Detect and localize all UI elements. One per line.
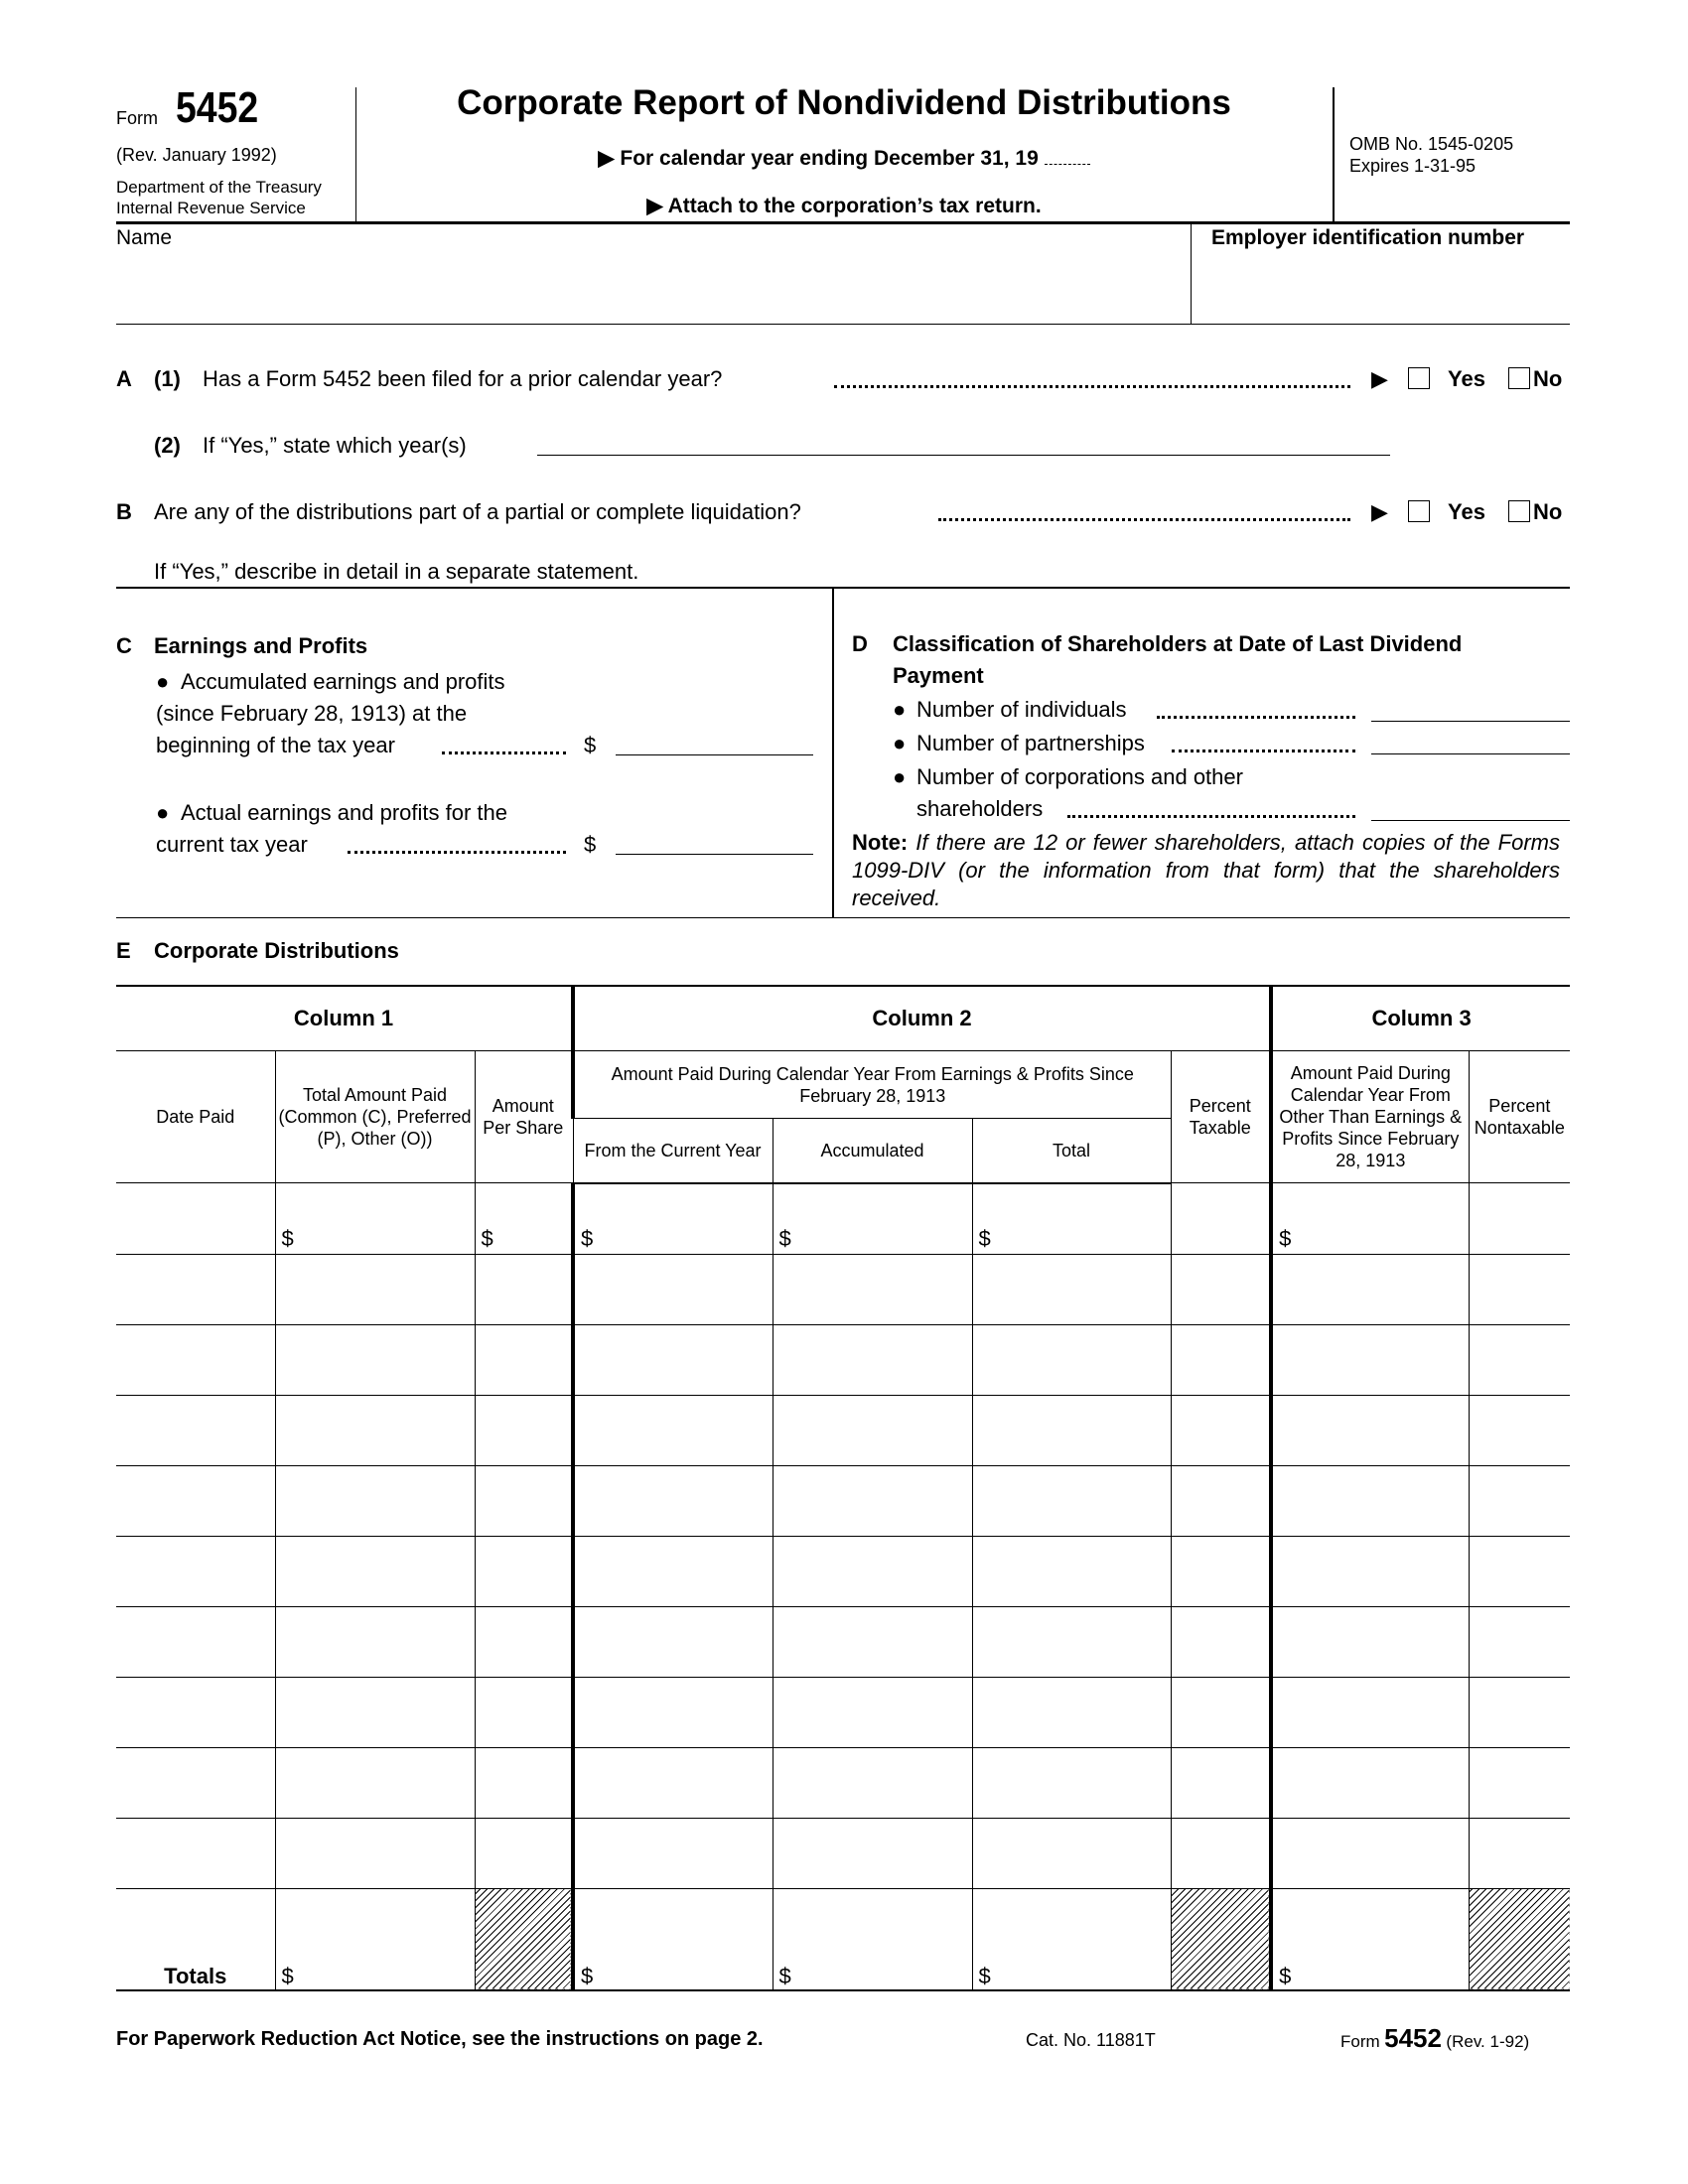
header-accumulated: Accumulated [773,1119,972,1183]
amount-other-cell[interactable] [1271,1254,1469,1324]
calendar-year-line [355,146,1333,171]
percent-nontaxable-cell[interactable] [1469,1677,1570,1747]
calendar-year-text: For calendar year ending December 31, 19 [620,147,1039,170]
header-percent-nontaxable: Percent Nontaxable [1469,1051,1570,1183]
accumulated-cell[interactable] [773,1324,972,1395]
amount-per-share-cell[interactable] [475,1254,573,1324]
section-a-letter: A [116,366,132,391]
revision: (Rev. January 1992) [116,145,277,165]
amount-per-share-cell[interactable] [475,1747,573,1818]
header-divider-right [1333,87,1335,222]
footer-form-label: Form [1340,2032,1380,2051]
c-leader-dots [442,751,566,754]
current-year-cell[interactable] [573,1395,773,1465]
amount-per-share-cell[interactable]: $ [475,1183,573,1255]
percent-nontaxable-cell[interactable] [1469,1606,1570,1677]
accumulated-cell[interactable] [773,1747,972,1818]
bullet-icon: ● [893,764,907,789]
d-item3-line1: Number of corporations and other [916,764,1243,789]
accumulated-cell[interactable] [773,1818,972,1888]
d-item1: Number of individuals [916,697,1127,722]
amount-other-cell[interactable]: $ [1271,1183,1469,1255]
c-item1-dollar: $ [584,733,597,757]
accumulated-total[interactable]: $ [773,1888,972,1990]
percent-nontaxable-cell[interactable] [1469,1536,1570,1606]
amount-other-total[interactable]: $ [1271,1888,1469,1990]
arrow-right-icon: ▶ [1371,366,1388,391]
accumulated-cell[interactable] [773,1465,972,1536]
hatched-cell [1171,1888,1271,1990]
total-ep-cell[interactable] [972,1395,1171,1465]
table-row [116,1395,1570,1465]
attach-text: Attach to the corporation’s tax return. [667,195,1042,217]
accumulated-cell[interactable]: $ [773,1183,972,1255]
date-paid-cell[interactable] [116,1677,275,1747]
section-e-title: Corporate Distributions [154,938,399,963]
amount-other-cell[interactable] [1271,1324,1469,1395]
amount-other-cell[interactable] [1271,1818,1469,1888]
total-ep-cell[interactable] [972,1536,1171,1606]
percent-nontaxable-cell[interactable] [1469,1254,1570,1324]
date-paid-cell[interactable] [116,1465,275,1536]
a1-no-checkbox[interactable] [1508,367,1530,389]
section-b-letter: B [116,499,132,524]
amount-per-share-cell[interactable] [475,1536,573,1606]
total-ep-cell[interactable] [972,1254,1171,1324]
department: Department of the Treasury [116,178,322,197]
header-total-amount-paid: Total Amount Paid (Common (C), Preferred (P), Other (O)) [275,1051,475,1183]
distributions-table [116,985,1570,1991]
ein-label: Employer identification number [1211,226,1525,249]
a2-question: If “Yes,” state which year(s) [203,433,467,458]
current-earnings-field[interactable] [616,834,813,855]
amount-other-cell[interactable] [1271,1747,1469,1818]
column3-header: Column 3 [1271,986,1570,1051]
total-ep-cell[interactable] [972,1606,1171,1677]
a1-yes-checkbox[interactable] [1408,367,1430,389]
b-leader-dots [938,518,1350,521]
hatched-cell [475,1888,573,1990]
b-yes-label: Yes [1448,499,1485,524]
total-amount-paid-cell[interactable]: $ [275,1183,475,1255]
accumulated-cell[interactable] [773,1395,972,1465]
hatched-cell [1469,1888,1570,1990]
d-leader-dots [1157,716,1355,719]
c-item1-line2: (since February 28, 1913) at the [156,701,468,726]
current-year-cell[interactable] [573,1536,773,1606]
amount-per-share-cell[interactable] [475,1324,573,1395]
b-note: If “Yes,” describe in detail in a separate statement. [154,559,639,584]
table-row [116,1254,1570,1324]
expiration: Expires 1-31-95 [1349,156,1477,176]
agency: Internal Revenue Service [116,199,306,217]
total-amount-paid-cell[interactable] [275,1536,475,1606]
d-item2: Number of partnerships [916,731,1145,755]
date-paid-cell[interactable] [116,1183,275,1255]
accumulated-cell[interactable] [773,1606,972,1677]
section-c-title: Earnings and Profits [154,633,368,658]
table-row [116,1324,1570,1395]
amount-per-share-cell[interactable] [475,1818,573,1888]
percent-taxable-cell[interactable] [1171,1465,1271,1536]
bullet-icon: ● [156,800,170,825]
bullet-icon: ● [893,731,907,755]
arrow-right-icon: ▶ [1371,499,1388,524]
table-row [116,1536,1570,1606]
total-amount-paid-total[interactable]: $ [275,1888,475,1990]
c-item2-line2: current tax year [156,832,308,857]
current-year-cell[interactable] [573,1606,773,1677]
c-leader-dots [348,851,566,854]
percent-taxable-cell[interactable] [1171,1183,1271,1255]
date-paid-cell[interactable] [116,1606,275,1677]
total-ep-cell[interactable]: $ [972,1183,1171,1255]
section-e-letter: E [116,938,131,963]
amount-per-share-cell[interactable] [475,1465,573,1536]
table-row [116,1677,1570,1747]
prior-years-field[interactable] [537,435,1390,456]
amount-other-cell[interactable] [1271,1536,1469,1606]
percent-taxable-cell[interactable] [1171,1747,1271,1818]
d-item3-line2: shareholders [916,796,1044,821]
a1-number: (1) [154,366,181,391]
date-paid-cell[interactable] [116,1395,275,1465]
form-number: 5452 [176,83,259,132]
b-question: Are any of the distributions part of a partial or complete liquidation? [154,499,801,524]
total-amount-paid-cell[interactable] [275,1324,475,1395]
amount-other-cell[interactable] [1271,1465,1469,1536]
c-item1-line3: beginning of the tax year [156,733,395,757]
individuals-count-field[interactable] [1371,701,1570,722]
total-ep-cell[interactable] [972,1747,1171,1818]
percent-taxable-cell[interactable] [1171,1818,1271,1888]
section-d-title-line1: Classification of Shareholders at Date of Last Dividend [893,631,1463,656]
percent-taxable-cell[interactable] [1171,1677,1271,1747]
c-item2-dollar: $ [584,832,597,857]
b-bottom-rule [116,587,1570,589]
column1-header: Column 1 [116,986,573,1051]
total-amount-paid-cell[interactable] [275,1465,475,1536]
table-row [116,1183,1570,1255]
bullet-icon: ● [156,669,170,694]
d-note [852,829,1560,912]
footer-form-number: 5452 [1384,2023,1442,2053]
d-note-label: Note: [852,830,909,855]
percent-taxable-cell[interactable] [1171,1324,1271,1395]
ein-field[interactable] [1192,224,1570,324]
form-title: Corporate Report of Nondividend Distributions [457,83,1231,122]
total-ep-cell[interactable] [972,1324,1171,1395]
amount-per-share-cell[interactable] [475,1606,573,1677]
percent-nontaxable-cell[interactable] [1469,1818,1570,1888]
amount-per-share-cell[interactable] [475,1395,573,1465]
header-percent-taxable: Percent Taxable [1171,1051,1271,1183]
b-yes-checkbox[interactable] [1408,500,1430,522]
name-field[interactable] [116,224,1191,324]
partnerships-count-field[interactable] [1371,734,1570,754]
amount-other-cell[interactable] [1271,1606,1469,1677]
table-row [116,1747,1570,1818]
date-paid-cell[interactable] [116,1747,275,1818]
column2-header: Column 2 [573,986,1271,1051]
cd-divider [832,588,834,918]
current-year-cell[interactable]: $ [573,1183,773,1255]
date-paid-cell[interactable] [116,1254,275,1324]
a1-yes-label: Yes [1448,366,1485,391]
date-paid-cell[interactable] [116,1324,275,1395]
current-year-cell[interactable] [573,1818,773,1888]
section-c-letter: C [116,633,132,658]
total-amount-paid-cell[interactable] [275,1677,475,1747]
amount-other-cell[interactable] [1271,1395,1469,1465]
percent-nontaxable-cell[interactable] [1469,1183,1570,1255]
catalog-number: Cat. No. 11881T [1026,2030,1156,2050]
arrow-right-icon: ▶ [598,147,615,170]
header-current-year: From the Current Year [573,1119,773,1183]
c-item2-line1: Actual earnings and profits for the [181,800,507,825]
total-amount-paid-cell[interactable] [275,1395,475,1465]
header-total: Total [972,1119,1171,1183]
current-year-total[interactable]: $ [573,1888,773,1990]
attach-line [355,194,1333,218]
current-year-cell[interactable] [573,1677,773,1747]
current-year-cell[interactable] [573,1465,773,1536]
table-row [116,1818,1570,1888]
b-no-checkbox[interactable] [1508,500,1530,522]
total-amount-paid-cell[interactable] [275,1254,475,1324]
percent-taxable-cell[interactable] [1171,1395,1271,1465]
d-leader-dots [1067,815,1355,818]
paperwork-notice: For Paperwork Reduction Act Notice, see the instructions on page 2. [116,2028,764,2050]
current-year-cell[interactable] [573,1324,773,1395]
year-field[interactable] [1045,164,1090,165]
arrow-right-icon: ▶ [646,195,663,217]
a1-question: Has a Form 5452 been filed for a prior calendar year? [203,366,723,391]
percent-taxable-cell[interactable] [1171,1606,1271,1677]
amount-per-share-cell[interactable] [475,1677,573,1747]
percent-taxable-cell[interactable] [1171,1536,1271,1606]
section-d-letter: D [852,631,868,656]
totals-label: Totals [116,1888,275,1990]
header-amount-from-ep: Amount Paid During Calendar Year From Earnings & Profits Since February 28, 1913 [573,1051,1171,1119]
percent-nontaxable-cell[interactable] [1469,1747,1570,1818]
a2-number: (2) [154,433,181,458]
bullet-icon: ● [893,697,907,722]
omb-number: OMB No. 1545-0205 [1349,134,1514,154]
total-ep-cell[interactable] [972,1677,1171,1747]
current-year-cell[interactable] [573,1747,773,1818]
footer-form-id [1340,2023,1529,2054]
totals-row [116,1888,1570,1990]
total-ep-cell[interactable] [972,1465,1171,1536]
cd-bottom-rule [116,917,1570,918]
date-paid-cell[interactable] [116,1818,275,1888]
total-ep-cell[interactable] [972,1818,1171,1888]
date-paid-cell[interactable] [116,1536,275,1606]
percent-nontaxable-cell[interactable] [1469,1465,1570,1536]
name-label: Name [116,226,173,249]
percent-taxable-cell[interactable] [1171,1254,1271,1324]
name-bottom-rule [116,324,1570,325]
corporations-count-field[interactable] [1371,800,1570,821]
accumulated-cell[interactable] [773,1677,972,1747]
accumulated-earnings-field[interactable] [616,735,813,755]
d-note-text: If there are 12 or fewer shareholders, attach copies of the Forms 1099-DIV (or the information from that form) that the shareholders received. [852,830,1560,910]
total-amount-paid-cell[interactable] [275,1818,475,1888]
c-item1-line1: Accumulated earnings and profits [181,669,505,694]
footer-revision: (Rev. 1-92) [1446,2032,1530,2051]
total-ep-total[interactable]: $ [972,1888,1171,1990]
table-row [116,1606,1570,1677]
header-amount-other: Amount Paid During Calendar Year From Other Than Earnings & Profits Since February 28, 1913 [1271,1051,1469,1183]
accumulated-cell[interactable] [773,1536,972,1606]
total-amount-paid-cell[interactable] [275,1606,475,1677]
a1-no-label: No [1533,366,1563,391]
d-leader-dots [1172,750,1355,752]
section-d-title-line2: Payment [893,663,984,688]
header-amount-per-share: Amount Per Share [475,1051,573,1183]
amount-other-cell[interactable] [1271,1677,1469,1747]
current-year-cell[interactable] [573,1254,773,1324]
percent-nontaxable-cell[interactable] [1469,1395,1570,1465]
accumulated-cell[interactable] [773,1254,972,1324]
header-date-paid: Date Paid [116,1051,275,1183]
a1-leader-dots [834,385,1350,388]
total-amount-paid-cell[interactable] [275,1747,475,1818]
percent-nontaxable-cell[interactable] [1469,1324,1570,1395]
table-row [116,1465,1570,1536]
form-label: Form [116,108,158,128]
b-no-label: No [1533,499,1563,524]
